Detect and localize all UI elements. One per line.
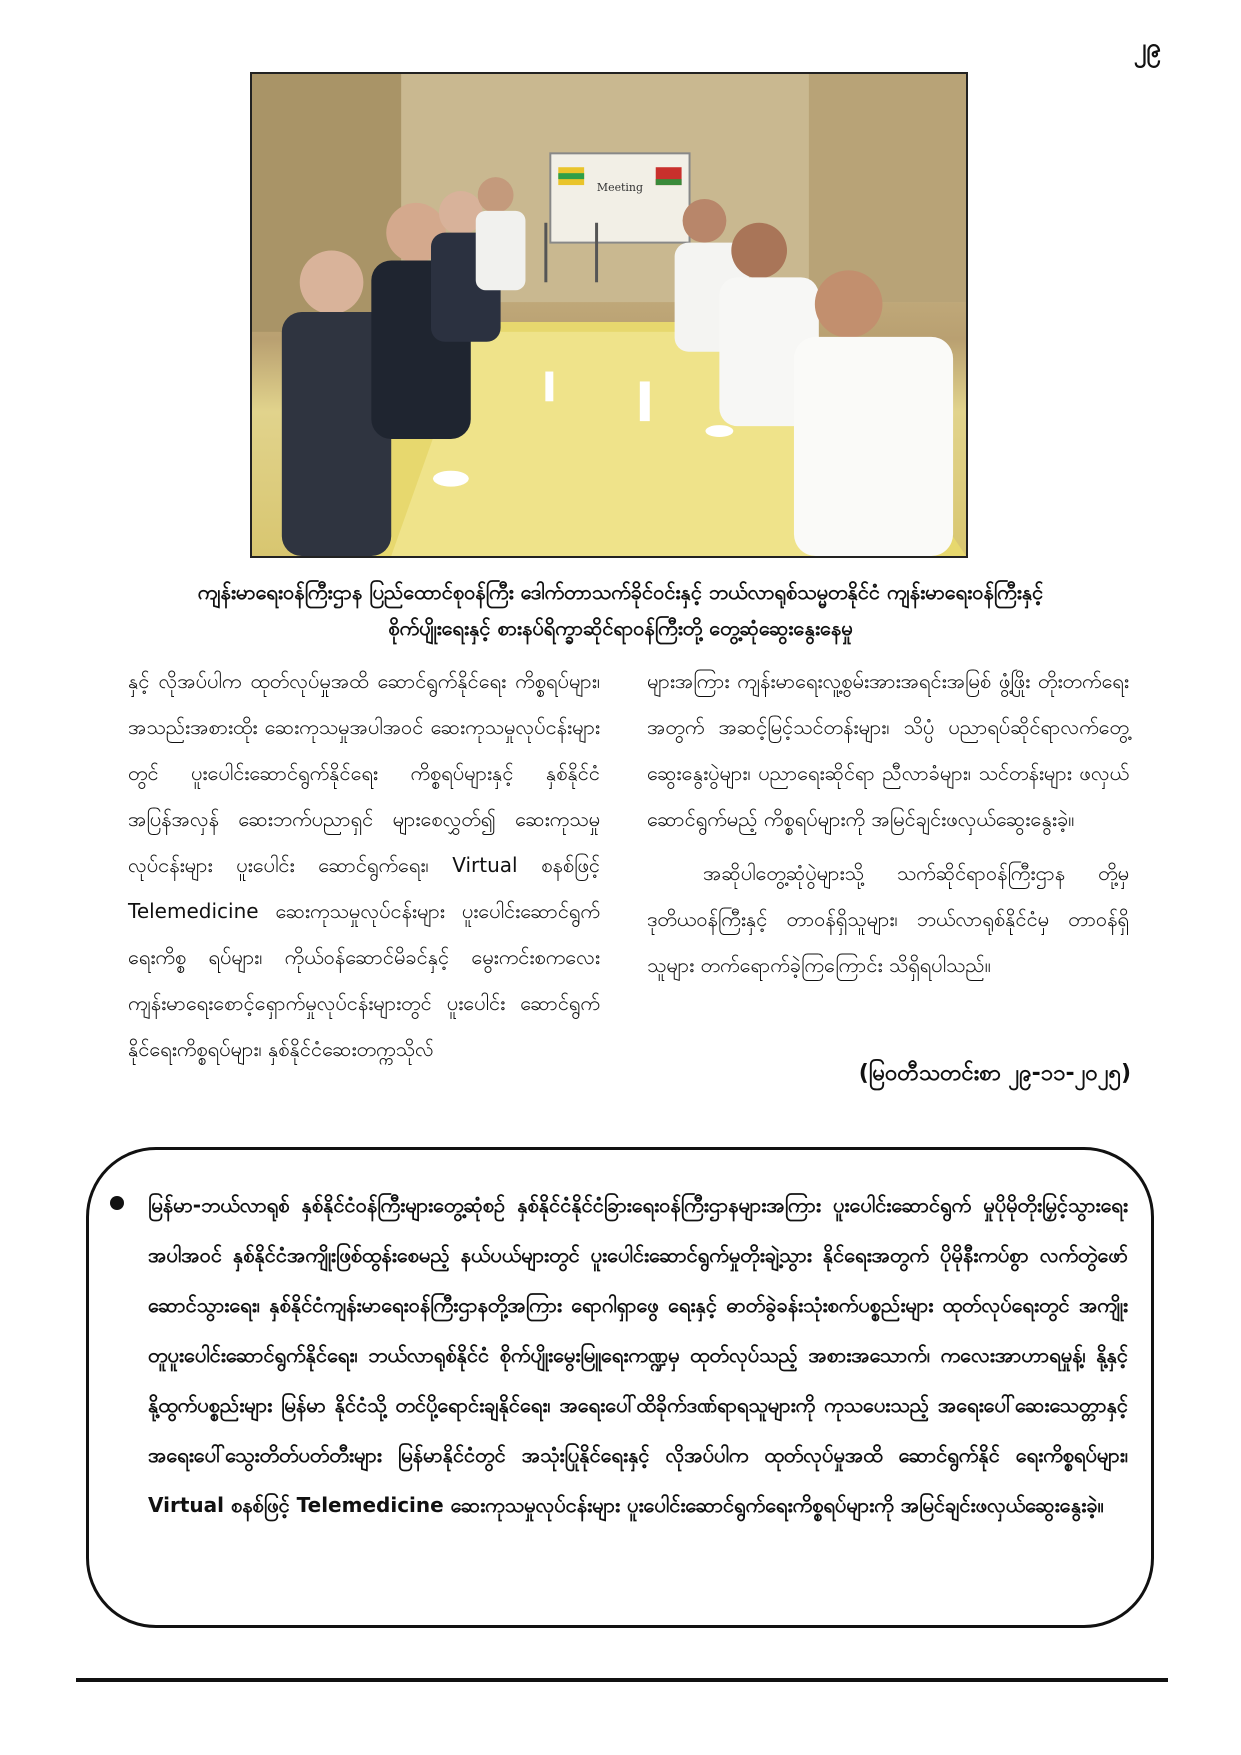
bottom-divider [76, 1678, 1168, 1682]
page-number: ၂၉ [1133, 33, 1161, 63]
right-column [647, 658, 1129, 988]
photo-caption-line-2: စိုက်ပျိုးရေးနှင့် စားနပ်ရိက္ခာဆိုင်ရာဝန်ကြီးတို့ တွေ့ဆုံဆွေးနွေးနေမှု [388, 616, 853, 640]
highlight-bullet-text: မြန်မာ-ဘယ်လာရုစ် နှစ်နိုင်ငံဝန်ကြီးများတွေ့ဆုံစဉ် နှစ်နိုင်ငံနိုင်ငံခြားရေးဝန်ကြီးဌာနများအကြား ပူးပေါင်းဆောင်ရွက် မှုပိုမိုတိုးမြှင့်သွားရေးအပါအဝင် နှစ်နိုင်ငံအကျိုးဖြစ်ထွန်းစေမည့် နယ်ပယ်များတွင် ပူးပေါင်းဆောင်ရွက်မှုတိုးချဲ့သွား နိုင်ရေးအတွက် ပိုမိုနီးကပ်စွာ လက်တွဲဖော်ဆောင်သွားရေး၊ နှစ်နိုင်ငံကျန်းမာရေးဝန်ကြီးဌာနတို့အကြား ရောဂါရှာဖွေ ရေးနှင့် ဓာတ်ခွဲခန်းသုံးစက်ပစ္စည်းများ ထုတ်လုပ်ရေးတွင် အကျိုးတူပူးပေါင်းဆောင်ရွက်နိုင်ရေး၊ ဘယ်လာရုစ်နိုင်ငံ စိုက်ပျိုးမွေးမြူရေးကဏ္ဍမှ ထုတ်လုပ်သည့် အစားအသောက်၊ ကလေးအာဟာရမှုန့်၊ နို့နှင့်နို့ထွက်ပစ္စည်းများ မြန်မာ နိုင်ငံသို့ တင်ပို့ရောင်းချနိုင်ရေး၊ အရေးပေါ်ထိခိုက်ဒဏ်ရာရသူများကို ကုသပေးသည့် အရေးပေါ်ဆေးသေတ္တာနှင့် အရေးပေါ်သွေးတိတ်ပတ်တီးများ မြန်မာနိုင်ငံတွင် အသုံးပြုနိုင်ရေးနှင့် လိုအပ်ပါက ထုတ်လုပ်မှုအထိ ဆောင်ရွက်နိုင် ရေးကိစ္စရပ်များ၊ Virtual စနစ်ဖြင့် Telemedicine ဆေးကုသမှုလုပ်ငန်းများ ပူးပေါင်းဆောင်ရွက်ရေးကိစ္စရပ်များကို အမြင်ချင်းဖလှယ်ဆွေးနွေးခဲ့။ [148, 1193, 1128, 1517]
photo-caption-line-1: ကျန်းမာရေးဝန်ကြီးဌာန ပြည်ထောင်စုဝန်ကြီး ဒေါက်တာသက်ခိုင်ဝင်းနှင့် ဘယ်လာရုစ်သမ္မတနိုင်ငံ ကျန်းမာရေးဝန်ကြီးနှင့် [197, 580, 1044, 604]
screen-text: Meeting [596, 181, 643, 195]
right-column-paragraph-2: အဆိုပါတွေ့ဆုံပွဲများသို့ သက်ဆိုင်ရာဝန်ကြီးဌာန တို့မှ ဒုတိယဝန်ကြီးနှင့် တာဝန်ရှိသူများ၊ ဘယ်လာရုစ်နိုင်ငံမှ တာဝန်ရှိသူများ တက်ရောက်ခဲ့ကြကြောင်း သိရှိရပါသည်။ [647, 861, 1129, 977]
news-source: (မြဝတီသတင်းစာ ၂၉-၁၁-၂၀၂၅) [858, 1061, 1131, 1086]
right-column-paragraph-1: များအကြား ကျန်းမာရေးလူ့စွမ်းအားအရင်းအမြစ် ဖွံ့ဖြိုး တိုးတက်ရေးအတွက် အဆင့်မြင့်သင်တန်းများ၊ သိပ္ပံ ပညာရပ်ဆိုင်ရာလက်တွေ့ဆွေးနွေးပွဲများ၊ ပညာရေးဆိုင်ရာ ညီလာခံများ၊ သင်တန်းများ ဖလှယ်ဆောင်ရွက်မည့် ကိစ္စရပ်များကို အမြင်ချင်းဖလှယ်ဆွေးနွေးခဲ့။ [647, 669, 1129, 831]
meeting-photo-illustration [252, 74, 966, 556]
bullet-icon [110, 1196, 124, 1210]
meeting-screen [550, 153, 689, 242]
left-column-text: နှင့် လိုအပ်ပါက ထုတ်လုပ်မှုအထိ ဆောင်ရွက်နိုင်ရေး ကိစ္စရပ်များ၊ အသည်းအစားထိုး ဆေးကုသမှုအပါအဝင် ဆေးကုသမှုလုပ်ငန်းများတွင် ပူးပေါင်းဆောင်ရွက်နိုင်ရေး ကိစ္စရပ်များနှင့် နှစ်နိုင်ငံအပြန်အလှန် ဆေးဘက်ပညာရှင် များစေလွှတ်၍ ဆေးကုသမှုလုပ်ငန်းများ ပူးပေါင်း ဆောင်ရွက်ရေး၊ Virtual စနစ်ဖြင့် Telemedicine ဆေးကုသမှုလုပ်ငန်းများ ပူးပေါင်းဆောင်ရွက်ရေးကိစ္စ ရပ်များ၊ ကိုယ်ဝန်ဆောင်မိခင်နှင့် မွေးကင်းစကလေး ကျန်းမာရေးစောင့်ရှောက်မှုလုပ်ငန်းများတွင် ပူးပေါင်း ဆောင်ရွက်နိုင်ရေးကိစ္စရပ်များ၊ နှစ်နိုင်ငံဆေးတက္ကသိုလ် [128, 669, 600, 1061]
left-column [128, 658, 600, 1072]
meeting-photo [250, 72, 968, 558]
